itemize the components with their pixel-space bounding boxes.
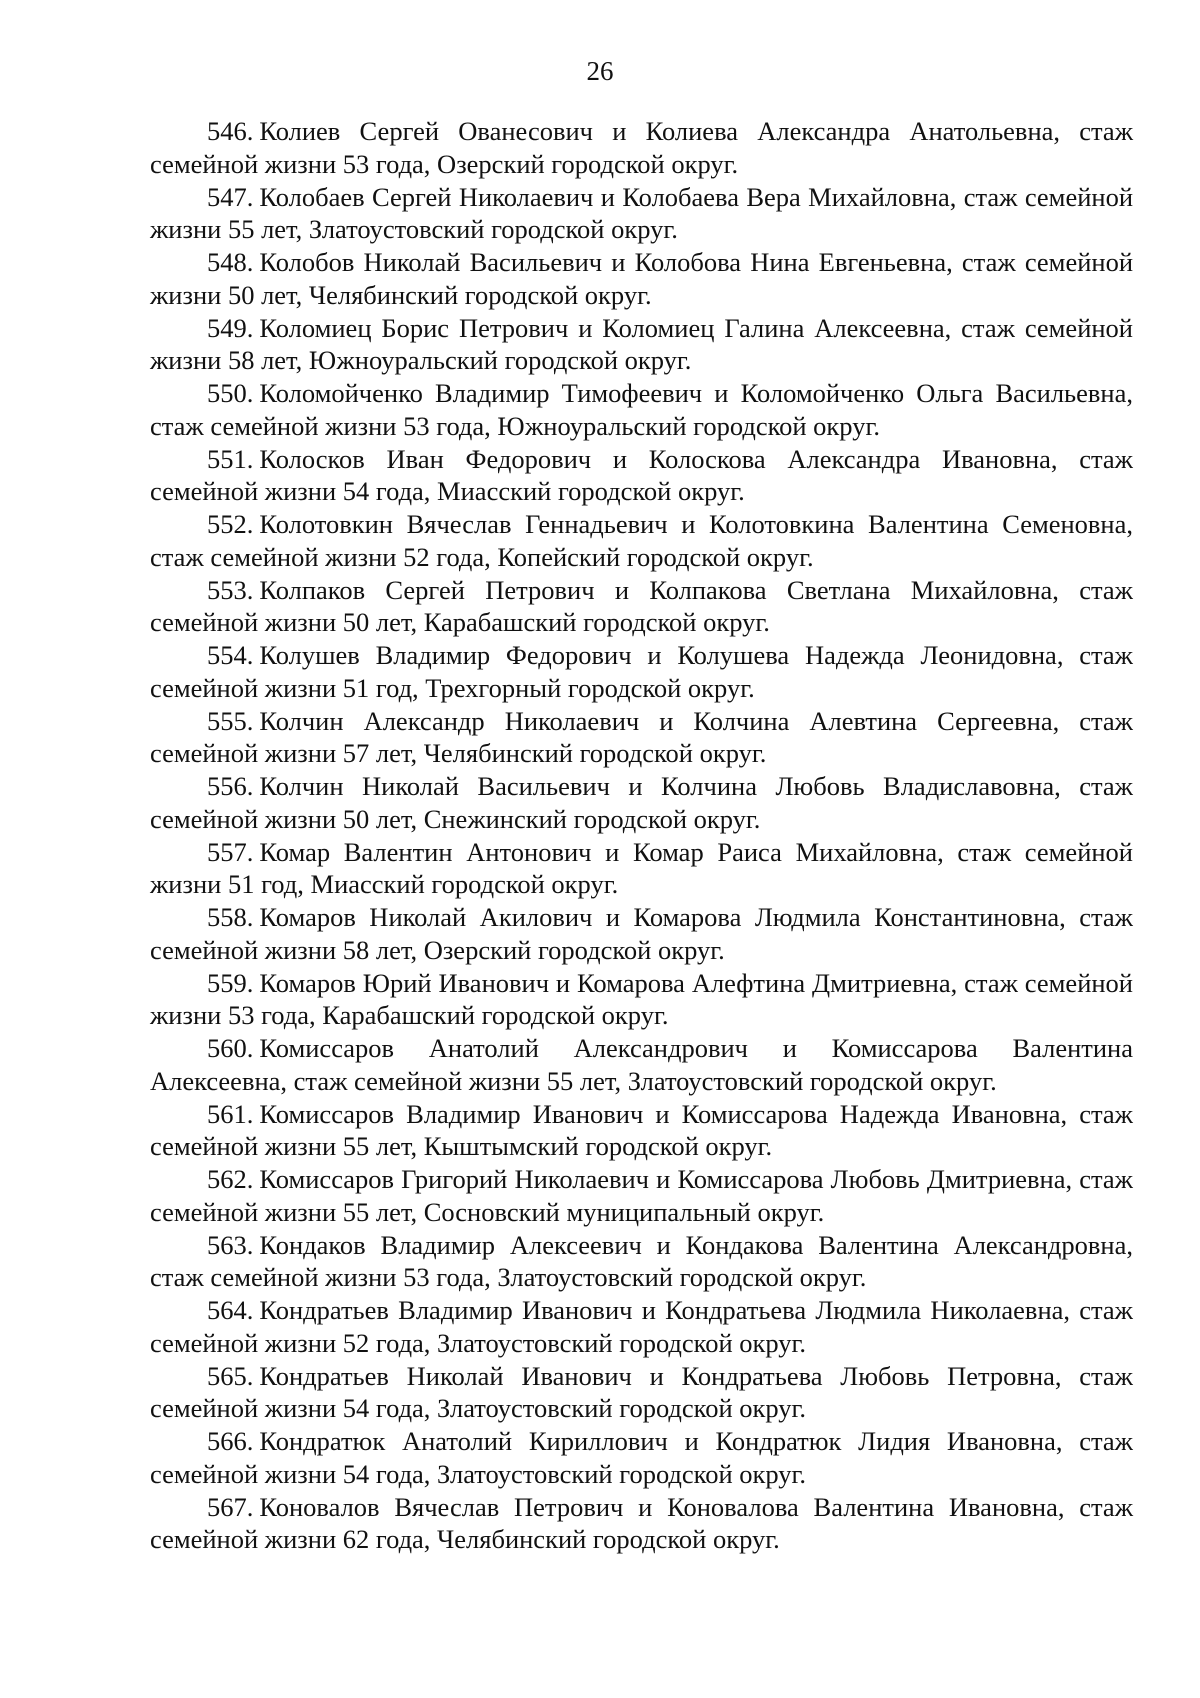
list-item <box>150 1229 1133 1294</box>
entry-number: 562. <box>207 1164 254 1194</box>
entry-text: Колчин Александр Николаевич и Колчина Алевтина Сергеевна, стаж семейной жизни 57 лет, Челябинский городской округ. <box>150 705 1133 768</box>
entry-number: 553. <box>207 574 254 605</box>
entry-number: 566. <box>207 1426 254 1456</box>
list-item <box>150 508 1133 573</box>
list-item <box>150 836 1133 901</box>
entry-text: Кондратюк Анатолий Кириллович и Кондратюк Лидия Ивановна, стаж семейной жизни 54 года, Златоустовский городской округ. <box>150 1426 1133 1489</box>
entry-text: Колиев Сергей Ованесович и Колиева Александра Анатольевна, стаж семейной жизни 53 года, Озерский городской округ. <box>150 116 1133 179</box>
entry-text: Колобаев Сергей Николаевич и Колобаева Вера Михайловна, стаж семейной жизни 55 лет, Златоустовский городской округ. <box>150 181 1133 244</box>
entry-number: 549. <box>207 312 254 343</box>
list-item <box>150 1294 1133 1359</box>
list-item <box>150 1360 1133 1425</box>
entry-number: 564. <box>207 1295 254 1325</box>
entry-number: 563. <box>207 1229 254 1260</box>
entry-list <box>150 115 1133 1556</box>
entry-number: 552. <box>207 509 254 539</box>
entry-text: Комиссаров Анатолий Александрович и Комиссарова Валентина Алексеевна, стаж семейной жизни 55 лет, Златоустовский городской округ. <box>150 1033 1133 1096</box>
entry-text: Комиссаров Владимир Иванович и Комиссарова Надежда Ивановна, стаж семейной жизни 55 лет, Кыштымский городской округ. <box>150 1098 1133 1161</box>
list-item <box>150 1163 1133 1228</box>
list-item <box>150 1491 1133 1556</box>
list-item <box>150 1425 1133 1490</box>
entry-number: 560. <box>207 1033 254 1063</box>
entry-text: Комаров Юрий Иванович и Комарова Алефтина Дмитриевна, стаж семейной жизни 53 года, Карабашский городской округ. <box>150 967 1133 1030</box>
entry-number: 558. <box>207 902 254 932</box>
entry-text: Колчин Николай Васильевич и Колчина Любовь Владиславовна, стаж семейной жизни 50 лет, Снежинский городской округ. <box>150 771 1133 834</box>
entry-text: Коломойченко Владимир Тимофеевич и Коломойченко Ольга Васильевна, стаж семейной жизни 53 года, Южноуральский городской округ. <box>150 378 1133 441</box>
list-item <box>150 1032 1133 1097</box>
entry-text: Комиссаров Григорий Николаевич и Комиссарова Любовь Дмитриевна, стаж семейной жизни 55 лет, Сосновский муниципальный округ. <box>150 1164 1133 1227</box>
entry-number: 554. <box>207 640 254 670</box>
entry-text: Колосков Иван Федорович и Колоскова Александра Ивановна, стаж семейной жизни 54 года, Миасский городской округ. <box>150 443 1133 506</box>
list-item <box>150 181 1133 246</box>
entry-number: 557. <box>207 836 254 867</box>
entry-text: Кондратьев Николай Иванович и Кондратьева Любовь Петровна, стаж семейной жизни 54 года, Златоустовский городской округ. <box>150 1360 1133 1423</box>
entry-text: Колотовкин Вячеслав Геннадьевич и Колотовкина Валентина Семеновна, стаж семейной жизни 52 года, Копейский городской округ. <box>150 509 1133 572</box>
entry-text: Кондаков Владимир Алексеевич и Кондакова Валентина Александровна, стаж семейной жизни 53 года, Златоустовский городской округ. <box>150 1229 1133 1292</box>
entry-text: Колобов Николай Васильевич и Колобова Нина Евгеньевна, стаж семейной жизни 50 лет, Челябинский городской округ. <box>150 247 1133 310</box>
list-item <box>150 115 1133 180</box>
entry-number: 555. <box>207 705 254 736</box>
entry-number: 547. <box>207 181 254 212</box>
entry-text: Коломиец Борис Петрович и Коломиец Галина Алексеевна, стаж семейной жизни 58 лет, Южноуральский городской округ. <box>150 312 1133 375</box>
list-item <box>150 574 1133 639</box>
entry-text: Комаров Николай Акилович и Комарова Людмила Константиновна, стаж семейной жизни 58 лет, Озерский городской округ. <box>150 902 1133 965</box>
entry-number: 551. <box>207 443 254 474</box>
list-item <box>150 246 1133 311</box>
list-item <box>150 639 1133 704</box>
entry-number: 565. <box>207 1360 254 1391</box>
list-item <box>150 377 1133 442</box>
entry-number: 567. <box>207 1491 254 1522</box>
list-item <box>150 901 1133 966</box>
list-item <box>150 770 1133 835</box>
list-item <box>150 312 1133 377</box>
list-item <box>150 705 1133 770</box>
entry-number: 561. <box>207 1098 254 1129</box>
entry-text: Кондратьев Владимир Иванович и Кондратьева Людмила Николаевна, стаж семейной жизни 52 года, Златоустовский городской округ. <box>150 1295 1133 1358</box>
list-item <box>150 967 1133 1032</box>
page-number: 26 <box>586 56 614 86</box>
list-item <box>150 443 1133 508</box>
entry-number: 550. <box>207 378 254 408</box>
entry-text: Комар Валентин Антонович и Комар Раиса Михайловна, стаж семейной жизни 51 год, Миасский городской округ. <box>150 836 1133 899</box>
entry-text: Колпаков Сергей Петрович и Колпакова Светлана Михайловна, стаж семейной жизни 50 лет, Карабашский городской округ. <box>150 574 1133 637</box>
entry-text: Коновалов Вячеслав Петрович и Коновалова Валентина Ивановна, стаж семейной жизни 62 года, Челябинский городской округ. <box>150 1491 1133 1554</box>
list-item <box>150 1098 1133 1163</box>
entry-number: 556. <box>207 771 254 801</box>
entry-number: 559. <box>207 967 254 998</box>
entry-number: 546. <box>207 116 254 146</box>
entry-text: Колушев Владимир Федорович и Колушева Надежда Леонидовна, стаж семейной жизни 51 год, Трехгорный городской округ. <box>150 640 1133 703</box>
entry-number: 548. <box>207 247 254 277</box>
